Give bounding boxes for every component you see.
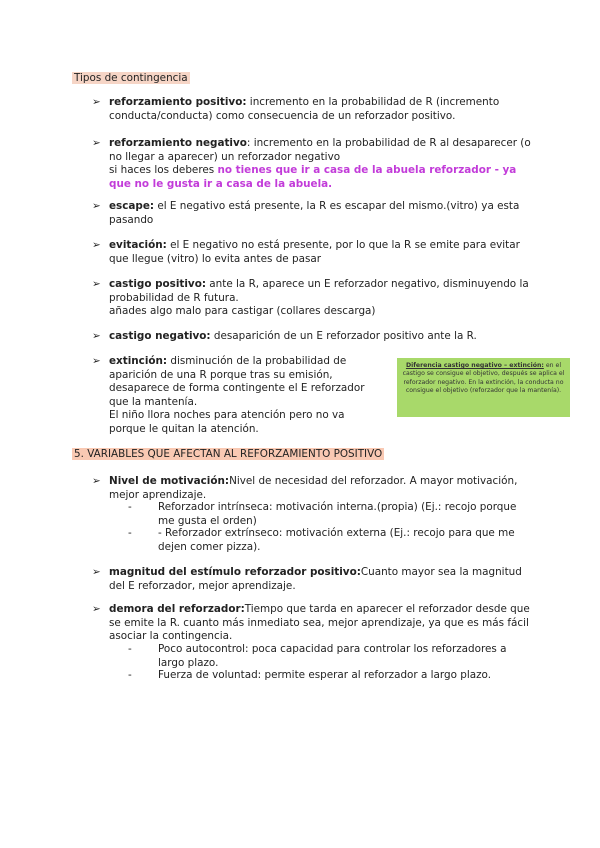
section-title: 5. VARIABLES QUE AFECTAN AL REFORZAMIENTO POSITIVO bbox=[74, 448, 383, 460]
item-text: Tiempo que tarda en aparecer el reforzador desde que se emite la R. cuanto más inmediato sea, mejor aprendizaje, ya que es más fácil asociar la contingencia. bbox=[109, 603, 530, 643]
section-title: Tipos de contingencia bbox=[74, 72, 188, 84]
arrow-bullet-icon: ➢ bbox=[92, 330, 101, 342]
item-text: el E negativo está presente, la R es escapar del mismo.(vitro) ya esta pasando bbox=[109, 200, 520, 226]
sub-item bbox=[128, 527, 528, 554]
item-text: ante la R, aparece un E reforzador negativo, disminuyendo la probabilidad de R futura. bbox=[109, 278, 529, 304]
sub-item bbox=[128, 501, 528, 528]
list-item bbox=[92, 96, 532, 123]
item-term: castigo positivo: bbox=[109, 278, 206, 290]
item-text: incremento en la probabilidad de R (incremento conducta/conducta) como consecuencia de un reforzador positivo. bbox=[109, 96, 500, 122]
list-item bbox=[92, 475, 532, 502]
item-text: desaparición de un E reforzador positivo ante la R. bbox=[210, 330, 477, 342]
item-term: extinción: bbox=[109, 355, 168, 367]
list-item bbox=[92, 603, 532, 644]
arrow-bullet-icon: ➢ bbox=[92, 96, 101, 108]
item-term: castigo negativo: bbox=[109, 330, 211, 342]
item-text: disminución de la probabilidad de aparición de una R porque tras su emisión, desaparece de forma contingente el E reforzador que la mantenía. bbox=[109, 355, 365, 408]
list-item bbox=[92, 355, 382, 437]
dash-bullet: - bbox=[128, 527, 132, 539]
sub-item bbox=[128, 643, 528, 670]
item-term: reforzamiento positivo: bbox=[109, 96, 247, 108]
sub-item-text: - Reforzador extrínseco: motivación externa (Ej.: recojo para que me dejen comer pizza). bbox=[158, 527, 515, 553]
item-term: reforzamiento negativo bbox=[109, 137, 247, 149]
section-heading-contingencia bbox=[72, 72, 190, 86]
list-item bbox=[92, 278, 532, 319]
note-text: en el castigo se consigue el objetivo, después se aplica el reforzador negativo. En la extinción, la conducta no consigue el objetivo (reforzador que la mantenía). bbox=[402, 362, 565, 395]
note-box bbox=[397, 358, 570, 417]
arrow-bullet-icon: ➢ bbox=[92, 566, 101, 578]
item-example-highlight: no tienes que ir a casa de la abuela reforzador - ya que no le gusta ir a casa de la abuela. bbox=[109, 164, 517, 190]
dash-bullet: - bbox=[128, 643, 132, 655]
item-term: Nivel de motivación: bbox=[109, 475, 230, 487]
item-text: : incremento en la probabilidad de R al desaparecer (o no llegar a aparecer) un reforzador negativo bbox=[109, 137, 531, 163]
sub-item-text: Fuerza de voluntad: permite esperar al reforzador a largo plazo. bbox=[158, 669, 492, 681]
item-term: escape: bbox=[109, 200, 155, 212]
arrow-bullet-icon: ➢ bbox=[92, 137, 101, 149]
sub-item-text: Poco autocontrol: poca capacidad para controlar los reforzadores a largo plazo. bbox=[158, 643, 507, 669]
dash-bullet: - bbox=[128, 501, 132, 513]
arrow-bullet-icon: ➢ bbox=[92, 475, 101, 487]
item-text: el E negativo no está presente, por lo que la R se emite para evitar que llegue (vitro) lo evita antes de pasar bbox=[109, 239, 520, 265]
item-term: demora del reforzador: bbox=[109, 603, 245, 615]
sub-item bbox=[128, 669, 528, 683]
arrow-bullet-icon: ➢ bbox=[92, 239, 101, 251]
arrow-bullet-icon: ➢ bbox=[92, 603, 101, 615]
item-example: si haces los deberes bbox=[109, 164, 218, 177]
dash-bullet: - bbox=[128, 669, 132, 681]
arrow-bullet-icon: ➢ bbox=[92, 278, 101, 290]
list-item bbox=[92, 566, 532, 593]
section-heading-variables bbox=[72, 448, 384, 462]
item-text: Nivel de necesidad del reforzador. A mayor motivación, mejor aprendizaje. bbox=[109, 475, 518, 501]
arrow-bullet-icon: ➢ bbox=[92, 355, 101, 367]
list-item bbox=[92, 200, 532, 227]
list-item bbox=[92, 239, 532, 266]
item-extra: añades algo malo para castigar (collares descarga) bbox=[109, 305, 376, 318]
item-text: Cuanto mayor sea la magnitud del E reforzador, mejor aprendizaje. bbox=[109, 566, 522, 592]
item-extra: El niño llora noches para atención pero no va porque le quitan la atención. bbox=[109, 409, 345, 435]
item-term: magnitud del estímulo reforzador positivo: bbox=[109, 566, 361, 578]
sub-item-text: Reforzador intrínseca: motivación interna.(propia) (Ej.: recojo porque me gusta el orden) bbox=[158, 501, 517, 527]
list-item bbox=[92, 137, 532, 191]
note-title: Diferencia castigo negativo – extinción: bbox=[405, 362, 544, 369]
list-item bbox=[92, 330, 532, 344]
item-term: evitación: bbox=[109, 239, 167, 251]
arrow-bullet-icon: ➢ bbox=[92, 200, 101, 212]
